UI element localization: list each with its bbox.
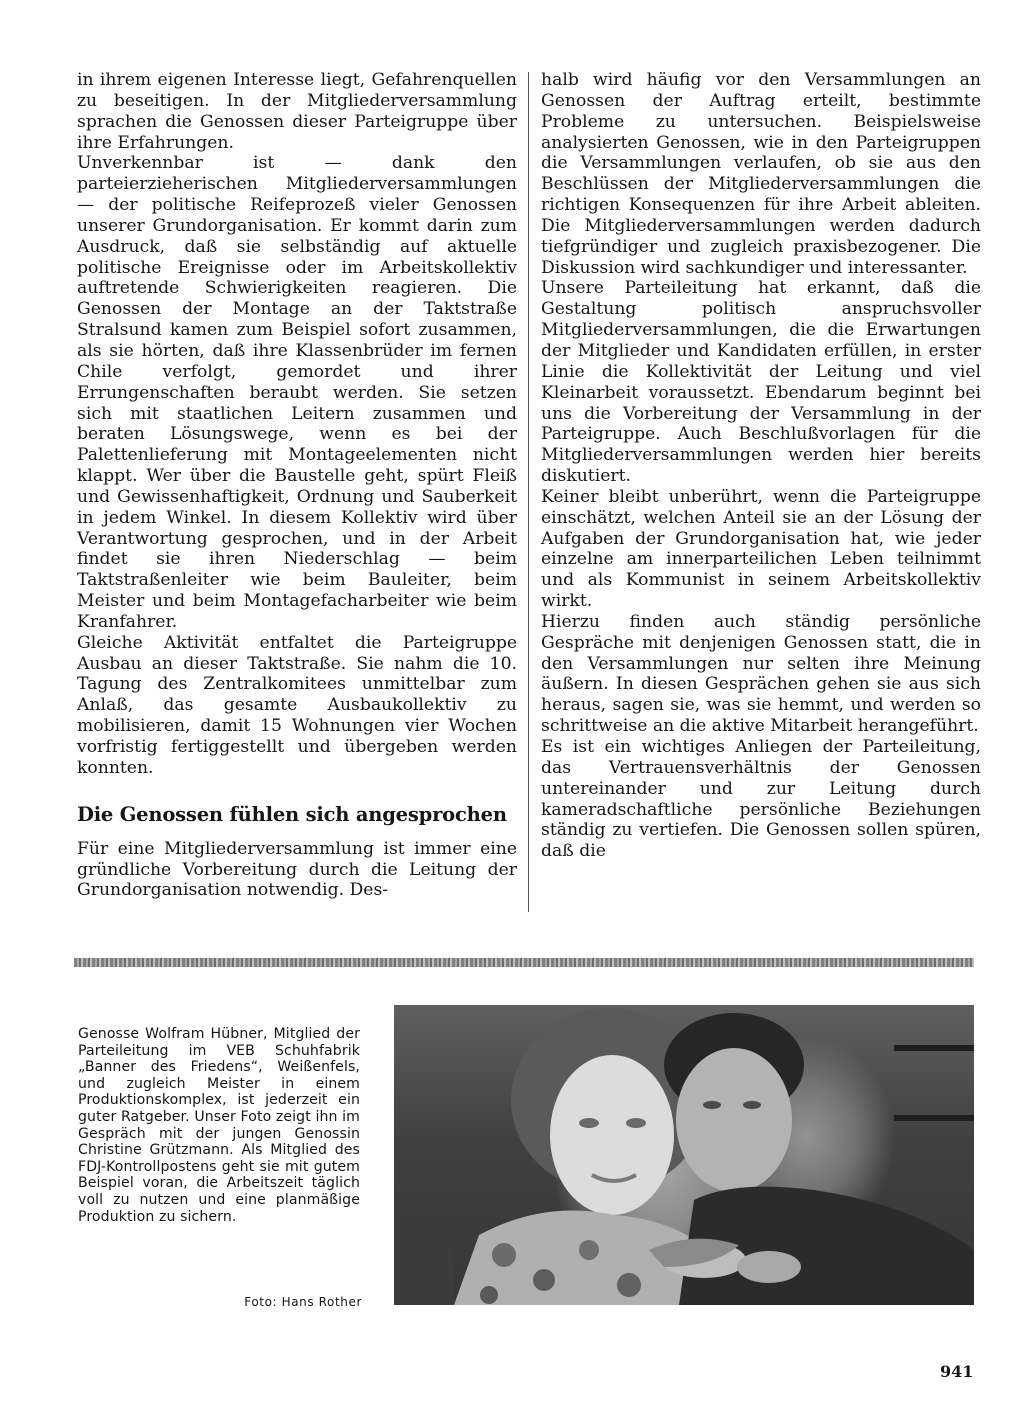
- left-paragraph-4: Für eine Mitgliederversammlung ist immer eine gründliche Vorbereitung durch die Leitung der Grundorganisation notwendig. Des-: [77, 838, 517, 901]
- section-heading: Die Genossen fühlen sich angesprochen: [77, 802, 507, 826]
- photo-illustration: [394, 1005, 974, 1305]
- right-paragraph-4: Hierzu finden auch ständig persönliche Gespräche mit denjenigen Genossen statt, die in den Versammlungen nur selten ihre Meinung äußern. In diesen Gesprächen gehen sie aus sich heraus, sagen sie, was sie hemmt, und werden so schrittweise an die aktive Mitarbeit herangeführt.: [541, 611, 981, 737]
- left-column: [77, 70, 517, 901]
- right-paragraph-5: Es ist ein wichtiges Anliegen der Parteileitung, das Vertrauensverhältnis der Genossen untereinander und zur Leitung durch kameradschaftliche persönliche Beziehungen ständig zu vertiefen. Die Genossen sollen spüren, daß die: [541, 737, 981, 862]
- column-divider: [528, 72, 529, 912]
- right-column: [541, 70, 981, 862]
- photo-credit: Foto: Hans Rother: [244, 1295, 362, 1309]
- left-paragraph-2: Unverkennbar ist — dank den parteierzieherischen Mitgliederversammlungen — der politische Reifeprozeß vieler Genossen unserer Grundorganisation. Er kommt darin zum Ausdruck, daß sie selbständig auf aktuelle politische Ereignisse oder im Arbeitskollektiv auftretende Schwierigkeiten reagieren. Die Genossen der Montage an der Taktstraße Stralsund kamen zum Beispiel sofort zusammen, als sie hörten, daß ihre Klassenbrüder im fernen Chile verfolgt, gemordet und ihrer Errungenschaften beraubt werden. Sie setzen sich mit staatlichen Leitern zusammen und beraten Lösungswege, wenn es bei der Palettenlieferung mit Montageelementen nicht klappt. Wer über die Baustelle geht, spürt Fleiß und Gewissenhaftigkeit, Ordnung und Sauberkeit in jedem Winkel. In diesem Kollektiv wird über Verantwortung gesprochen, und in der Arbeit findet sie ihren Niederschlag — beim Taktstraßenleiter wie beim Bauleiter, beim Meister und beim Montagefacharbeiter wie beim Kranfahrer.: [77, 153, 517, 632]
- page-number: 941: [940, 1362, 974, 1381]
- right-paragraph-2: Unsere Parteileitung hat erkannt, daß die Gestaltung politisch anspruchsvoller Mitgliederversammlungen, die die Erwartungen der Mitglieder und Kandidaten erfüllen, in erster Linie die Kollektivität der Leitung und viel Kleinarbeit voraussetzt. Ebendarum beginnt bei uns die Vorbereitung der Versammlung in der Parteigruppe. Auch Beschlußvorlagen für die Mitgliederversammlungen werden hier bereits diskutiert.: [541, 278, 981, 487]
- left-paragraph-3: Gleiche Aktivität entfaltet die Parteigruppe Ausbau an dieser Taktstraße. Sie nahm die 10. Tagung des Zentralkomitees unmittelbar zum Anlaß, das gesamte Ausbaukollektiv zu mobilisieren, damit 15 Wohnungen vier Wochen vorfristig fertiggestellt und übergeben werden konnten.: [77, 632, 517, 778]
- photo-caption: Genosse Wolfram Hübner, Mitglied der Parteileitung im VEB Schuhfabrik „Banner des Friedens“, Weißenfels, und zugleich Meister in einem Produktionskomplex, ist jederzeit ein guter Ratgeber. Unser Foto zeigt ihn im Gespräch mit der jungen Genossin Christine Grützmann. Als Mitglied des FDJ-Kontrollpostens geht sie mit gutem Beispiel voran, die Arbeitszeit täglich voll zu nutzen und eine planmäßige Produktion zu sichern.: [78, 1026, 360, 1225]
- right-paragraph-1: halb wird häufig vor den Versammlungen an Genossen der Auftrag erteilt, bestimmte Probleme zu untersuchen. Beispielsweise analysierten Genossen, wie in den Parteigruppen die Versammlungen verlaufen, ob sie aus den Beschlüssen der Mitgliederversammlungen die richtigen Konsequenzen für ihre Arbeit ableiten. Die Mitgliederversammlungen werden dadurch tiefgründiger und zugleich praxisbezogener. Die Diskussion wird sachkundiger und interessanter.: [541, 70, 981, 278]
- photo-two-workers: [394, 1005, 974, 1305]
- decorative-rule: [74, 958, 974, 967]
- left-paragraph-1: in ihrem eigenen Interesse liegt, Gefahrenquellen zu beseitigen. In der Mitgliederversammlung sprachen die Genossen dieser Parteigruppe über ihre Erfahrungen.: [77, 70, 517, 153]
- right-paragraph-3: Keiner bleibt unberührt, wenn die Parteigruppe einschätzt, welchen Anteil sie an der Lösung der Aufgaben der Grundorganisation hat, wie jeder einzelne am innerparteilichen Leben teilnimmt und als Kommunist in seinem Arbeitskollektiv wirkt.: [541, 486, 981, 612]
